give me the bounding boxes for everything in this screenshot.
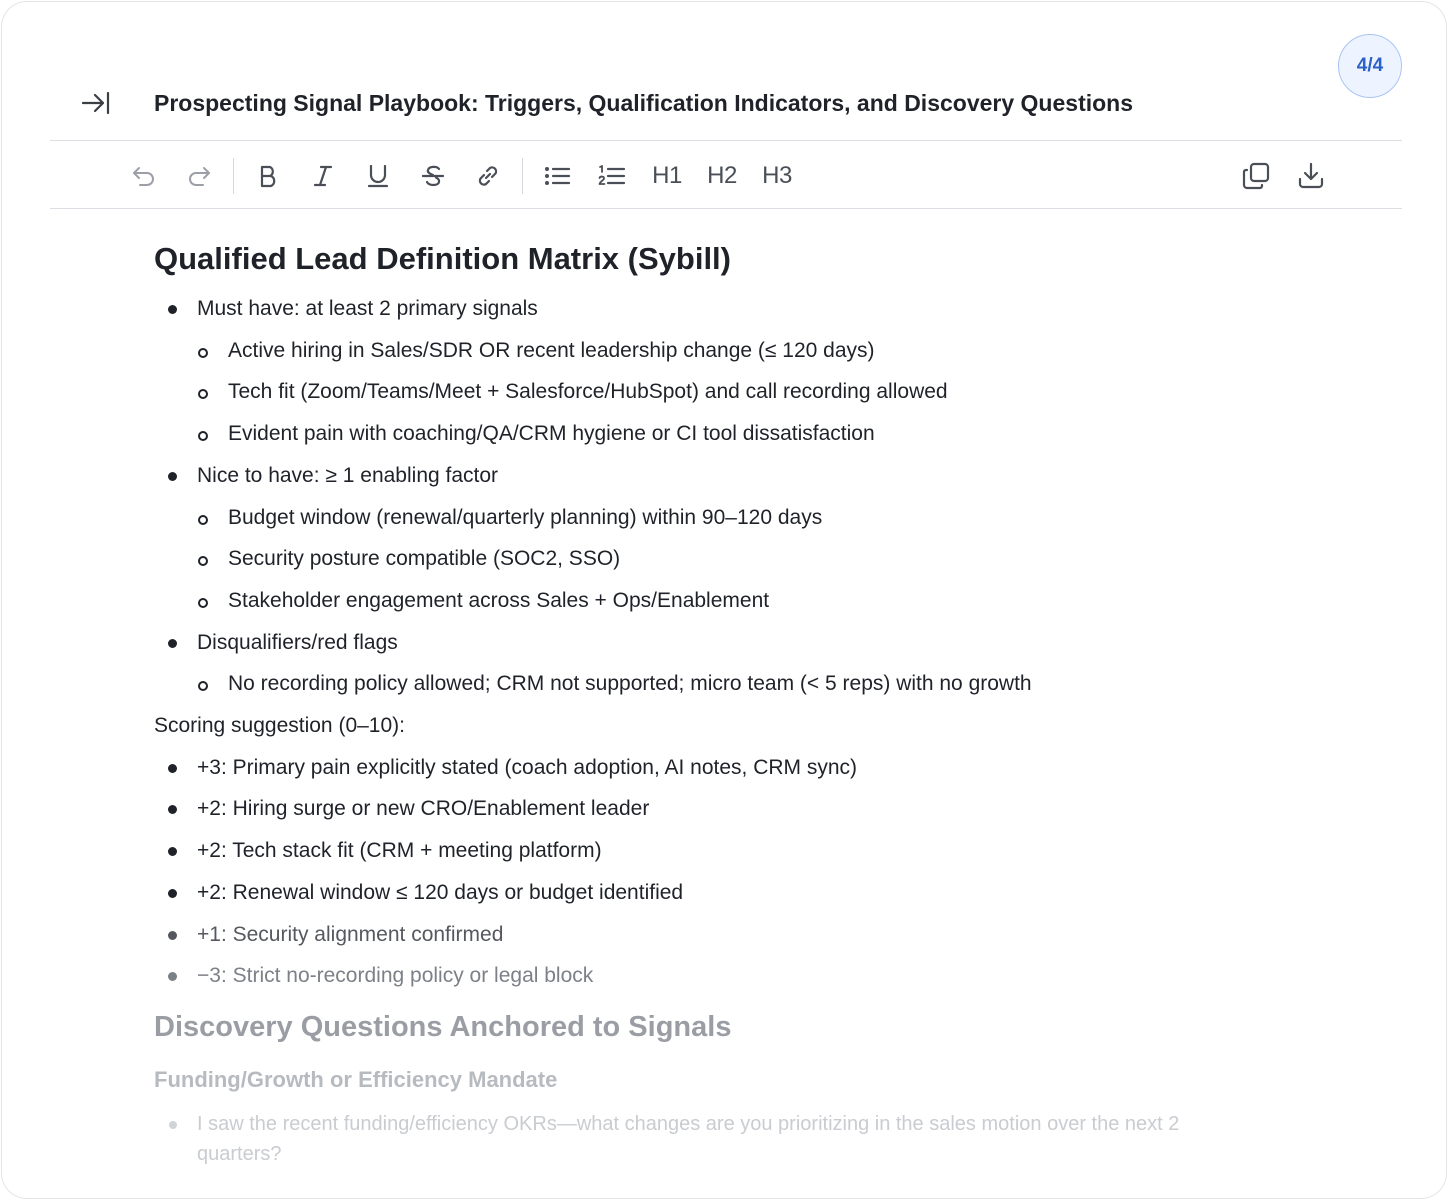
heading-2-icon: H2: [707, 162, 737, 189]
editor-window: [1, 1, 1447, 1199]
heading-3-button[interactable]: [759, 158, 795, 194]
list-item: +3: Primary pain explicitly stated (coach adoption, AI notes, CRM sync): [154, 747, 1314, 789]
section-heading: Qualified Lead Definition Matrix (Sybill): [154, 241, 731, 276]
list-item: +2: Hiring surge or new CRO/Enablement leader: [154, 788, 1314, 830]
undo-button[interactable]: [126, 158, 162, 194]
bold-icon: [255, 163, 281, 189]
numbered-list-button[interactable]: [594, 158, 630, 194]
download-icon: [1296, 161, 1326, 191]
heading-3-icon: H3: [762, 162, 792, 189]
redo-button[interactable]: [181, 158, 217, 194]
list-item: Must have: at least 2 primary signals: [154, 288, 1314, 330]
redo-icon: [185, 164, 213, 188]
toolbar-separator: [522, 158, 523, 194]
list-item: Budget window (renewal/quarterly planning) within 90–120 days: [154, 497, 1314, 539]
bullet-list-icon: [542, 163, 572, 189]
undo-icon: [130, 164, 158, 188]
list-item: Nice to have: ≥ 1 enabling factor: [154, 455, 1314, 497]
list-item: Tech fit (Zoom/Teams/Meet + Salesforce/HubSpot) and call recording allowed: [154, 371, 1314, 413]
list-item: No recording policy allowed; CRM not supported; micro team (< 5 reps) with no growth: [154, 663, 1314, 705]
list-item: Disqualifiers/red flags: [154, 622, 1314, 664]
scoring-label: Scoring suggestion (0–10):: [154, 714, 405, 738]
page-indicator-badge[interactable]: 4/4: [1338, 34, 1402, 98]
document-body[interactable]: [154, 236, 1314, 1169]
italic-button[interactable]: [305, 158, 341, 194]
numbered-list-icon: [597, 163, 627, 189]
heading-2-button[interactable]: [704, 158, 740, 194]
copy-button[interactable]: [1238, 158, 1274, 194]
list-item: +1: Security alignment confirmed: [154, 914, 1314, 956]
toolbar-separator: [233, 158, 234, 194]
arrow-right-to-line-icon: [81, 90, 111, 116]
list-item: −3: Strict no-recording policy or legal block: [154, 955, 1314, 997]
link-button[interactable]: [470, 158, 506, 194]
bullet-list-button[interactable]: [539, 158, 575, 194]
list-item: Stakeholder engagement across Sales + Ops/Enablement: [154, 580, 1314, 622]
italic-icon: [310, 163, 336, 189]
heading-1-icon: H1: [652, 162, 682, 189]
header-divider: [50, 140, 1402, 141]
section-heading: Discovery Questions Anchored to Signals: [154, 1010, 732, 1043]
toolbar-divider: [50, 208, 1402, 209]
list-item: I saw the recent funding/efficiency OKRs—what changes are you prioritizing in the sales motion over the next 2 quarters?: [154, 1109, 1257, 1169]
subsection-heading: Funding/Growth or Efficiency Mandate: [154, 1066, 558, 1092]
download-button[interactable]: [1293, 158, 1329, 194]
bold-button[interactable]: [250, 158, 286, 194]
underline-icon: [365, 163, 391, 189]
heading-1-button[interactable]: [649, 158, 685, 194]
document-title: Prospecting Signal Playbook: Triggers, Qualification Indicators, and Discovery Questions: [154, 90, 1134, 116]
strikethrough-button[interactable]: [415, 158, 451, 194]
list-item: Active hiring in Sales/SDR OR recent leadership change (≤ 120 days): [154, 330, 1314, 372]
list-item: +2: Renewal window ≤ 120 days or budget identified: [154, 872, 1314, 914]
underline-button[interactable]: [360, 158, 396, 194]
strikethrough-icon: [420, 163, 446, 189]
list-item: +2: Tech stack fit (CRM + meeting platform): [154, 830, 1314, 872]
copy-icon: [1241, 161, 1271, 191]
collapse-panel-button[interactable]: [80, 88, 112, 118]
list-item: Security posture compatible (SOC2, SSO): [154, 538, 1314, 580]
link-icon: [474, 162, 502, 190]
list-item: Evident pain with coaching/QA/CRM hygiene or CI tool dissatisfaction: [154, 413, 1314, 455]
